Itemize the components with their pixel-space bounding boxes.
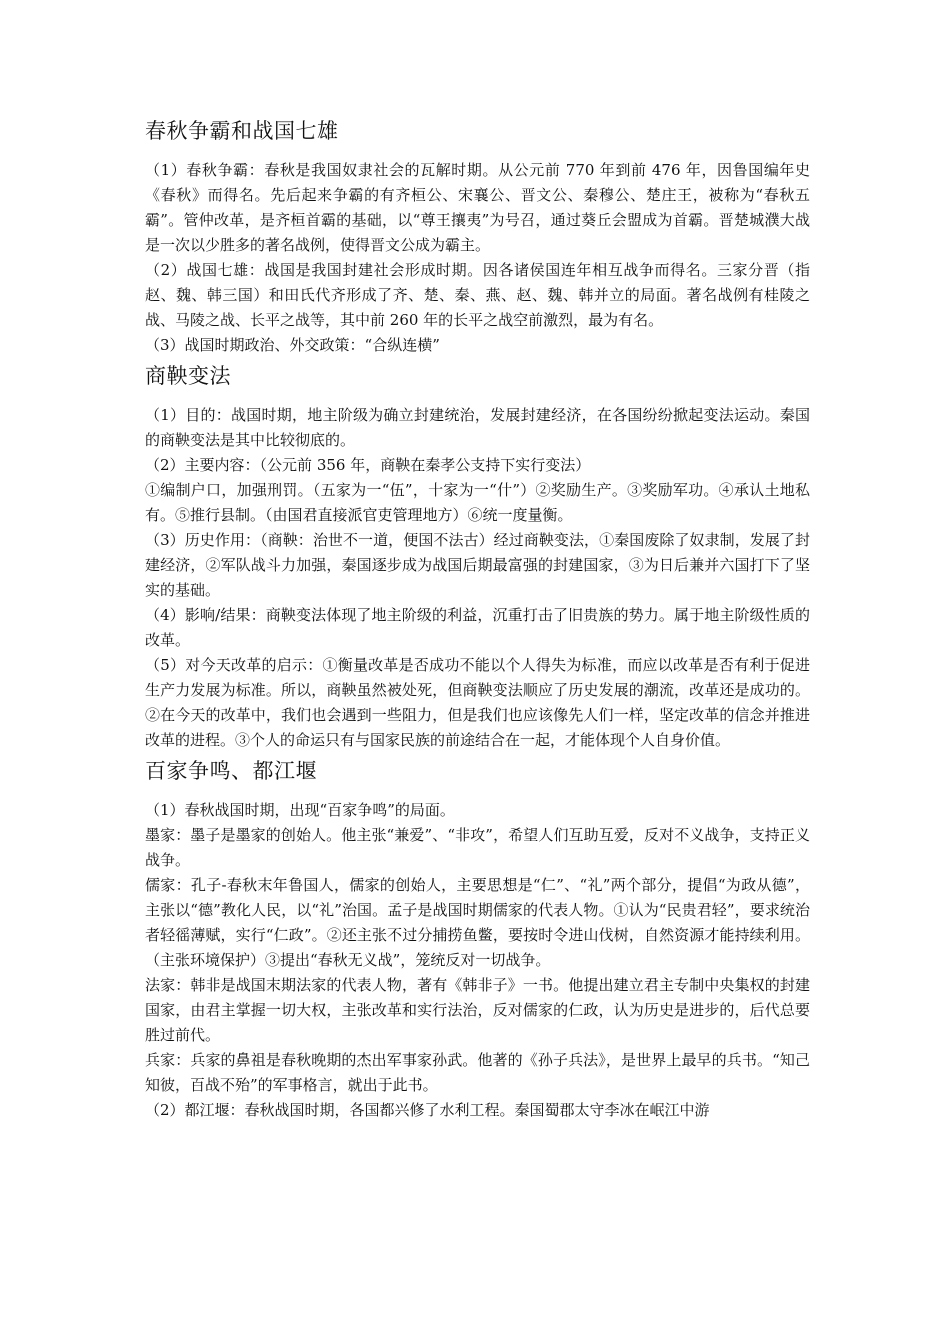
paragraph: ①编制户口，加强刑罚。（五家为一“伍”，十家为一“什”）②奖励生产。③奖励军功。④承认土地私有。⑤推行县制。（由国君直接派官吏管理地方）⑥统一度量衡。 (145, 481, 810, 524)
paragraph: 儒家：孔子-春秋末年鲁国人，儒家的创始人，主要思想是“仁”、“礼”两个部分，提倡“为政从德”，主张以“德”教化人民，以“礼”治国。孟子是战国时期儒家的代表人物。①认为“民贵君轻”，要求统治者轻徭薄赋，实行“仁政”。②还主张不过分捕捞鱼鳖，要按时令进山伐树，自然资源才能持续利用。（主张环境保护）③提出“春秋无义战”，笼统反对一切战争。 (145, 876, 810, 969)
paragraph: （1）春秋争霸：春秋是我国奴隶社会的瓦解时期。从公元前 770 年到前 476 年，因鲁国编年史《春秋》而得名。先后起来争霸的有齐桓公、宋襄公、晋文公、秦穆公、楚庄王，被称为“春秋五霸”。管仲改革，是齐桓首霸的基础，以“尊王攘夷”为号召，通过葵丘会盟成为首霸。晋楚城濮大战是一次以少胜多的著名战例，使得晋文公成为霸主。 (145, 161, 810, 254)
paragraph: （4）影响/结果：商鞅变法体现了地主阶级的利益，沉重打击了旧贵族的势力。属于地主阶级性质的改革。 (145, 606, 810, 649)
paragraph: （1）春秋战国时期，出现“百家争鸣”的局面。 (145, 801, 455, 819)
paragraph: （5）对今天改革的启示：①衡量改革是否成功不能以个人得失为标准，而应以改革是否有利于促进生产力发展为标准。所以，商鞅虽然被处死，但商鞅变法顺应了历史发展的潮流，改革还是成功的。②在今天的改革中，我们也会遇到一些阻力，但是我们也应该像先人们一样，坚定改革的信念并推进改革的进程。③个人的命运只有与国家民族的前途结合在一起，才能体现个人自身价值。 (145, 656, 810, 749)
paragraph: （2）战国七雄：战国是我国封建社会形成时期。因各诸侯国连年相互战争而得名。三家分晋（指赵、魏、韩三国）和田氏代齐形成了齐、楚、秦、燕、赵、魏、韩并立的局面。著名战例有桂陵之战、马陵之战、长平之战等，其中前 260 年的长平之战空前激烈，最为有名。 (145, 261, 810, 329)
paragraph: （3）历史作用：（商鞅：治世不一道，便国不法古）经过商鞅变法，①秦国废除了奴隶制，发展了封建经济，②军队战斗力加强，秦国逐步成为战国后期最富强的封建国家，③为日后兼并六国打下了坚实的基础。 (145, 531, 810, 599)
paragraph: （2）主要内容：（公元前 356 年，商鞅在秦孝公支持下实行变法） (145, 456, 591, 474)
section-chunqiu-zhanguo (145, 116, 810, 358)
section-shangyang-bianfa (145, 361, 810, 753)
document-body (145, 116, 810, 1123)
paragraph: （1）目的：战国时期，地主阶级为确立封建统治，发展封建经济，在各国纷纷掀起变法运动。秦国的商鞅变法是其中比较彻底的。 (145, 406, 810, 449)
paragraph: （3）战国时期政治、外交政策：“合纵连横” (145, 336, 440, 354)
paragraph: 墨家：墨子是墨家的创始人。他主张“兼爱”、“非攻”，希望人们互助互爱，反对不义战争，支持正义战争。 (145, 826, 810, 869)
section-heading: 商鞅变法 (145, 364, 231, 388)
section-heading: 春秋争霸和战国七雄 (145, 119, 339, 143)
paragraph: 兵家：兵家的鼻祖是春秋晚期的杰出军事家孙武。他著的《孙子兵法》，是世界上最早的兵书。“知己知彼，百战不殆”的军事格言，就出于此书。 (145, 1051, 810, 1094)
paragraph: 法家：韩非是战国末期法家的代表人物，著有《韩非子》一书。他提出建立君主专制中央集权的封建国家，由君主掌握一切大权，主张改革和实行法治，反对儒家的仁政，认为历史是进步的，后代总要胜过前代。 (145, 976, 810, 1044)
section-baijia-dujiangyan (145, 756, 810, 1123)
section-heading: 百家争鸣、都江堰 (145, 759, 317, 783)
paragraph: （2）都江堰：春秋战国时期，各国都兴修了水利工程。秦国蜀郡太守李冰在岷江中游 (145, 1101, 710, 1119)
